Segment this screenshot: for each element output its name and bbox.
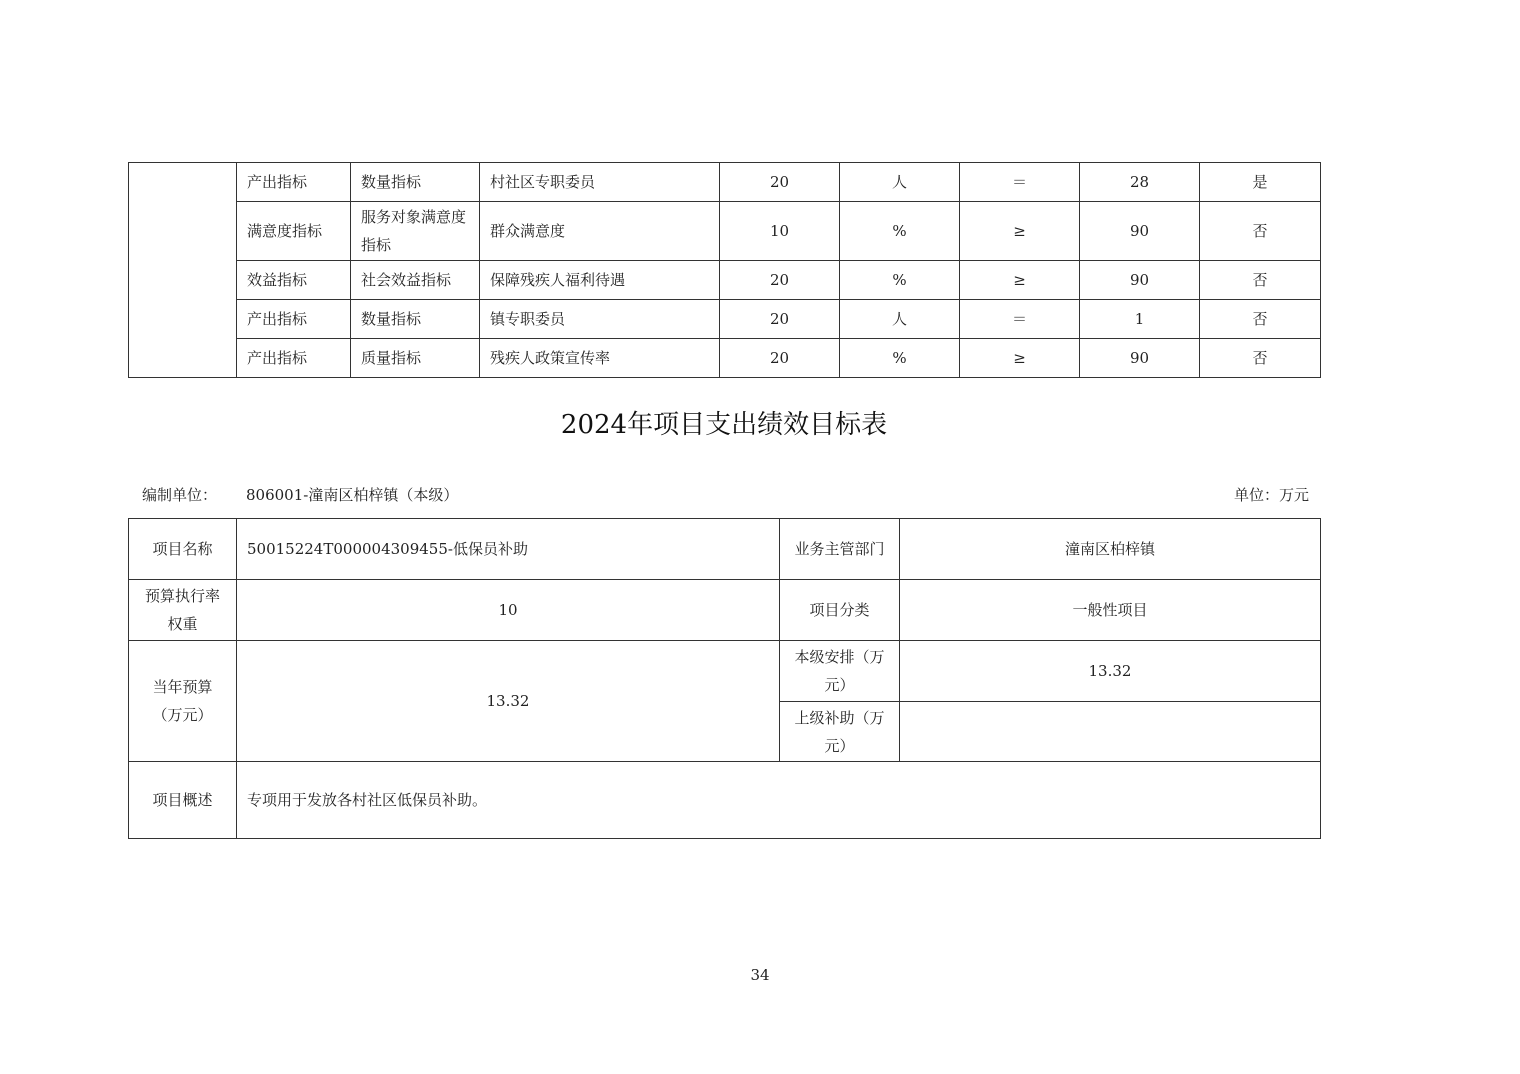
target-cell: 90 (1080, 202, 1200, 261)
page-title: 2024年项目支出绩效目标表 (560, 410, 888, 440)
level1-cell: 满意度指标 (237, 202, 351, 261)
upper-value (900, 702, 1321, 762)
table-row (129, 762, 1321, 839)
unit-cell: 人 (840, 163, 960, 202)
weight-cell: 20 (720, 339, 840, 378)
dept-label: 业务主管部门 (780, 519, 900, 580)
name-value: 50015224T000004309455-低保员补助 (237, 519, 780, 580)
flag-cell: 否 (1200, 300, 1321, 339)
flag-cell: 是 (1200, 163, 1321, 202)
table-row (129, 641, 1321, 702)
budget-label: 当年预算（万元） (129, 641, 237, 762)
dept-value: 潼南区柏梓镇 (900, 519, 1321, 580)
level2-cell: 数量指标 (351, 163, 480, 202)
category-label: 项目分类 (780, 580, 900, 641)
operator-cell: ≥ (960, 202, 1080, 261)
target-cell: 28 (1080, 163, 1200, 202)
rate-value: 10 (237, 580, 780, 641)
table-row (129, 580, 1321, 641)
name-label: 项目名称 (129, 519, 237, 580)
target-cell: 90 (1080, 339, 1200, 378)
operator-cell: ＝ (960, 163, 1080, 202)
unit-value: 806001-潼南区柏梓镇（本级） (246, 486, 459, 504)
local-label: 本级安排（万元） (780, 641, 900, 702)
budget-value: 13.32 (237, 641, 780, 762)
level1-cell: 效益指标 (237, 261, 351, 300)
level3-cell: 残疾人政策宣传率 (480, 339, 720, 378)
level1-cell: 产出指标 (237, 300, 351, 339)
unit-cell: % (840, 202, 960, 261)
unit-cell: 人 (840, 300, 960, 339)
target-cell: 90 (1080, 261, 1200, 300)
page-number: 34 (750, 966, 770, 984)
level3-cell: 村社区专职委员 (480, 163, 720, 202)
level2-cell: 服务对象满意度指标 (351, 202, 480, 261)
unit-label: 编制单位： (142, 486, 218, 504)
operator-cell: ＝ (960, 300, 1080, 339)
unit-cell: % (840, 339, 960, 378)
project-table (128, 518, 1321, 839)
weight-cell: 20 (720, 261, 840, 300)
table-row (129, 163, 1321, 202)
table-row (129, 519, 1321, 580)
weight-cell: 20 (720, 163, 840, 202)
rate-label: 预算执行率权重 (129, 580, 237, 641)
table-row (129, 339, 1321, 378)
level3-cell: 保障残疾人福利待遇 (480, 261, 720, 300)
local-value: 13.32 (900, 641, 1321, 702)
flag-cell: 否 (1200, 339, 1321, 378)
level1-cell: 产出指标 (237, 339, 351, 378)
weight-cell: 20 (720, 300, 840, 339)
level1-cell: 产出指标 (237, 163, 351, 202)
indicator-table (128, 162, 1321, 378)
operator-cell: ≥ (960, 339, 1080, 378)
flag-cell: 否 (1200, 202, 1321, 261)
level2-cell: 数量指标 (351, 300, 480, 339)
merged-blank-cell (129, 163, 237, 378)
table-row (129, 202, 1321, 261)
level3-cell: 镇专职委员 (480, 300, 720, 339)
unit-cell: % (840, 261, 960, 300)
category-value: 一般性项目 (900, 580, 1321, 641)
summary-label: 项目概述 (129, 762, 237, 839)
table-row (129, 261, 1321, 300)
target-cell: 1 (1080, 300, 1200, 339)
level3-cell: 群众满意度 (480, 202, 720, 261)
flag-cell: 否 (1200, 261, 1321, 300)
level2-cell: 社会效益指标 (351, 261, 480, 300)
operator-cell: ≥ (960, 261, 1080, 300)
level2-cell: 质量指标 (351, 339, 480, 378)
weight-cell: 10 (720, 202, 840, 261)
currency-label: 单位：万元 (1233, 486, 1309, 504)
upper-label: 上级补助（万元） (780, 702, 900, 762)
summary-value: 专项用于发放各村社区低保员补助。 (237, 762, 1321, 839)
table-row (129, 300, 1321, 339)
